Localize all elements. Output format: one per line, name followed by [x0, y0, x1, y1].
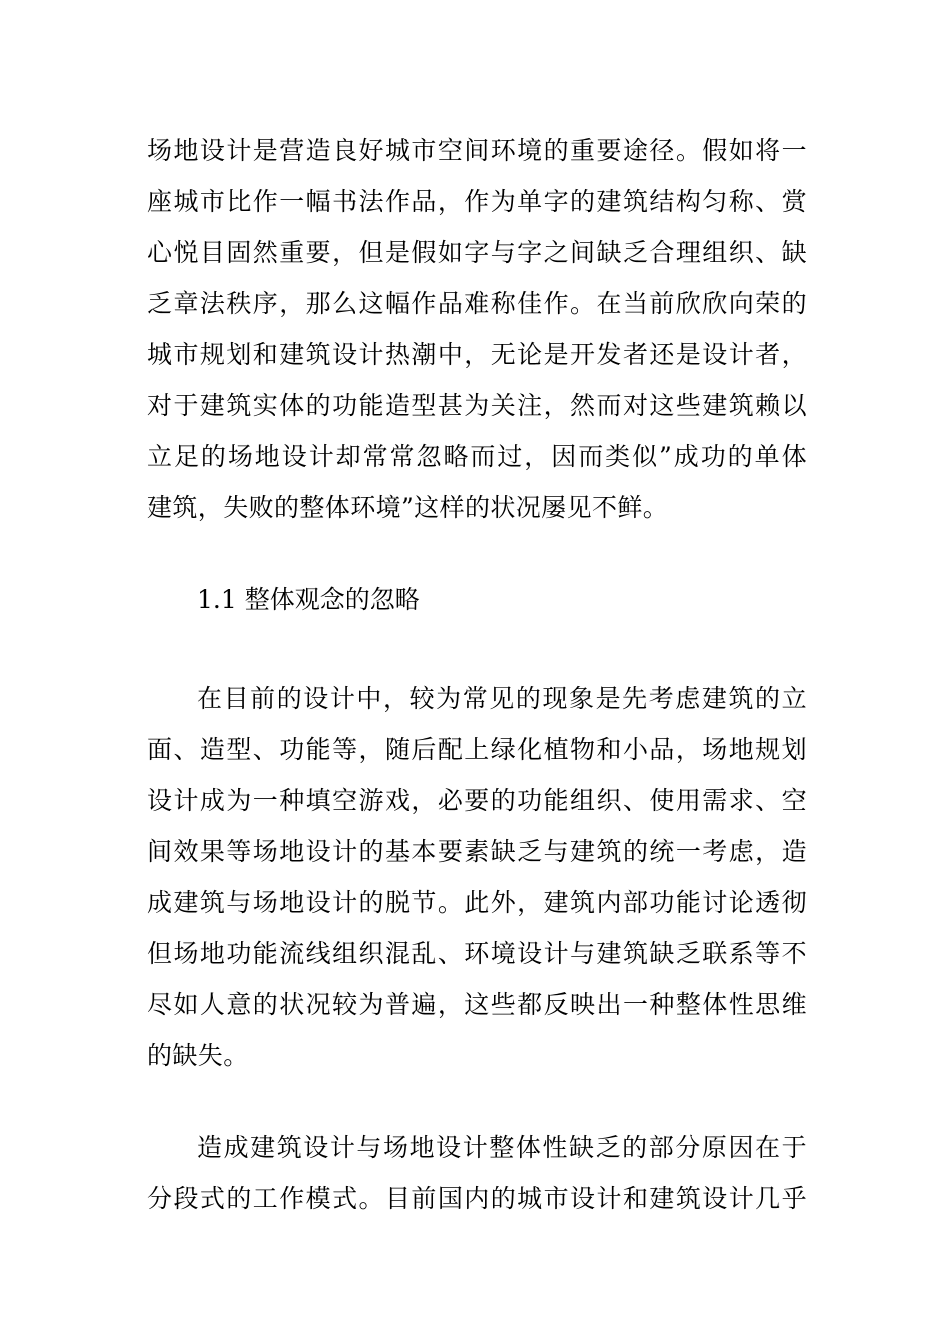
paragraph-2-line-2: 面、造型、功能等，随后配上绿化植物和小品，场地规划 [147, 735, 807, 764]
paragraph-1-line-1: 场地设计是营造良好城市空间环境的重要途径。假如将一 [147, 136, 807, 165]
paragraph-1-line-4: 乏章法秩序，那么这幅作品难称佳作。在当前欣欣向荣的 [147, 289, 807, 318]
paragraph-2-line-8: 的缺失。 [147, 1041, 249, 1070]
paragraph-3-line-1: 造成建筑设计与场地设计整体性缺乏的部分原因在于 [197, 1133, 807, 1162]
paragraph-1-line-7: 立足的场地设计却常常忽略而过，因而类似”成功的单体 [147, 442, 807, 471]
paragraph-2-line-7: 尽如人意的状况较为普遍，这些都反映出一种整体性思维 [147, 990, 807, 1019]
paragraph-1-line-8: 建筑，失败的整体环境”这样的状况屡见不鲜。 [147, 493, 669, 522]
paragraph-1-line-3: 心悦目固然重要，但是假如字与字之间缺乏合理组织、缺 [147, 238, 807, 267]
paragraph-2-line-1: 在目前的设计中，较为常见的现象是先考虑建筑的立 [197, 684, 807, 713]
paragraph-1-line-2: 座城市比作一幅书法作品，作为单字的建筑结构匀称、赏 [147, 187, 807, 216]
paragraph-2-line-4: 间效果等场地设计的基本要素缺乏与建筑的统一考虑，造 [147, 837, 807, 866]
paragraph-2-line-6: 但场地功能流线组织混乱、环境设计与建筑缺乏联系等不 [147, 939, 807, 968]
paragraph-2-line-3: 设计成为一种填空游戏，必要的功能组织、使用需求、空 [147, 786, 807, 815]
paragraph-3-line-2: 分段式的工作模式。目前国内的城市设计和建筑设计几乎 [147, 1184, 807, 1213]
paragraph-2-line-5: 成建筑与场地设计的脱节。此外，建筑内部功能讨论透彻 [147, 888, 807, 917]
paragraph-1-line-5: 城市规划和建筑设计热潮中，无论是开发者还是设计者， [147, 340, 807, 369]
paragraph-1-line-6: 对于建筑实体的功能造型甚为关注，然而对这些建筑赖以 [147, 391, 807, 420]
section-heading: 1.1 整体观念的忽略 [197, 585, 420, 614]
